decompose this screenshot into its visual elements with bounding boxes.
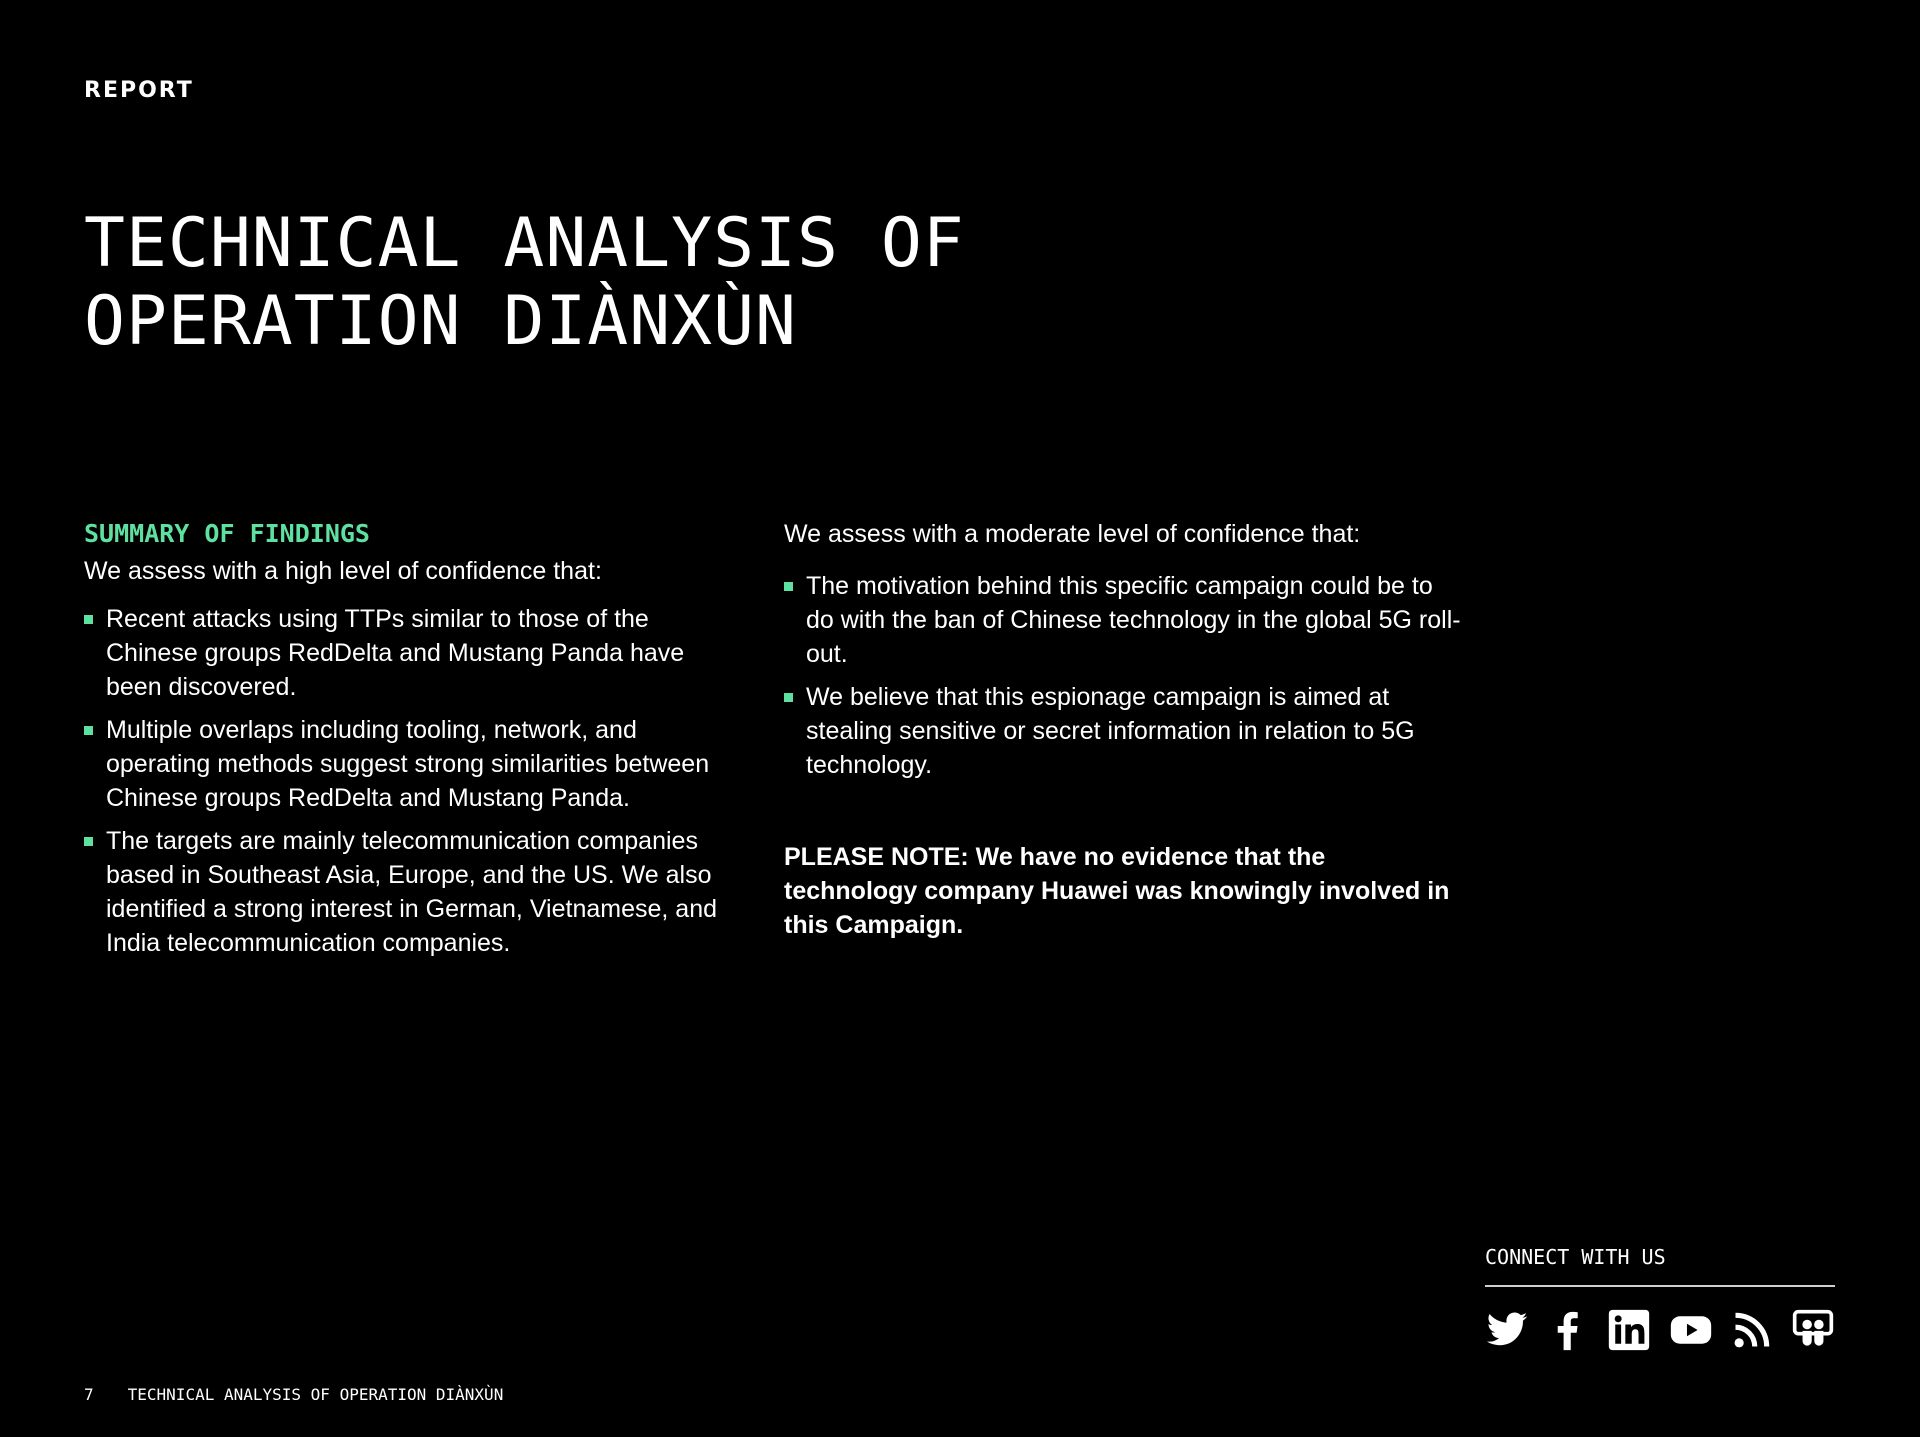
high-confidence-list	[84, 602, 744, 960]
high-confidence-intro: We assess with a high level of confidence that:	[84, 557, 602, 585]
footer-title: TECHNICAL ANALYSIS OF OPERATION DIÀNXÙN	[127, 1385, 504, 1404]
moderate-confidence-intro: We assess with a moderate level of confidence that:	[784, 520, 1361, 548]
title-line-2: OPERATION DIÀNXÙN	[84, 282, 797, 361]
report-label: REPORT	[84, 78, 194, 103]
title-line-1: TECHNICAL ANALYSIS OF	[84, 204, 965, 283]
rss-icon[interactable]	[1730, 1308, 1774, 1352]
bullet-square-icon	[84, 726, 93, 735]
list-item: The motivation behind this specific campaign could be to do with the ban of Chinese technology in the global 5G roll-out.	[784, 569, 1464, 671]
list-item: We believe that this espionage campaign is aimed at stealing sensitive or secret information in relation to 5G technology.	[784, 680, 1464, 782]
youtube-icon[interactable]	[1669, 1308, 1713, 1352]
bullet-square-icon	[784, 582, 793, 591]
bullet-square-icon	[84, 615, 93, 624]
twitter-icon[interactable]	[1485, 1308, 1529, 1352]
please-note: PLEASE NOTE: We have no evidence that the technology company Huawei was knowingly involved in this Campaign.	[784, 843, 1450, 939]
list-item: Multiple overlaps including tooling, network, and operating methods suggest strong similarities between Chinese groups RedDelta and Mustang Panda.	[84, 713, 744, 815]
facebook-icon[interactable]	[1546, 1308, 1590, 1352]
list-item: Recent attacks using TTPs similar to those of the Chinese groups RedDelta and Mustang Panda have been discovered.	[84, 602, 744, 704]
page-number: 7	[84, 1385, 94, 1404]
connect-heading: CONNECT WITH US	[1485, 1245, 1835, 1287]
linkedin-icon[interactable]	[1607, 1308, 1651, 1352]
summary-right-column	[784, 515, 1464, 967]
slideshare-icon[interactable]	[1791, 1308, 1835, 1352]
bullet-square-icon	[84, 837, 93, 846]
page-footer	[84, 1385, 503, 1404]
moderate-confidence-list	[784, 569, 1464, 782]
list-item: The targets are mainly telecommunication companies based in Southeast Asia, Europe, and the US. We also identified a strong interest in German, Vietnamese, and India telecommunication companies.	[84, 824, 744, 960]
social-links	[1485, 1308, 1835, 1352]
bullet-square-icon	[784, 693, 793, 702]
summary-heading: SUMMARY OF FINDINGS	[84, 519, 370, 548]
summary-left-column	[84, 515, 744, 969]
page-title	[84, 205, 965, 361]
